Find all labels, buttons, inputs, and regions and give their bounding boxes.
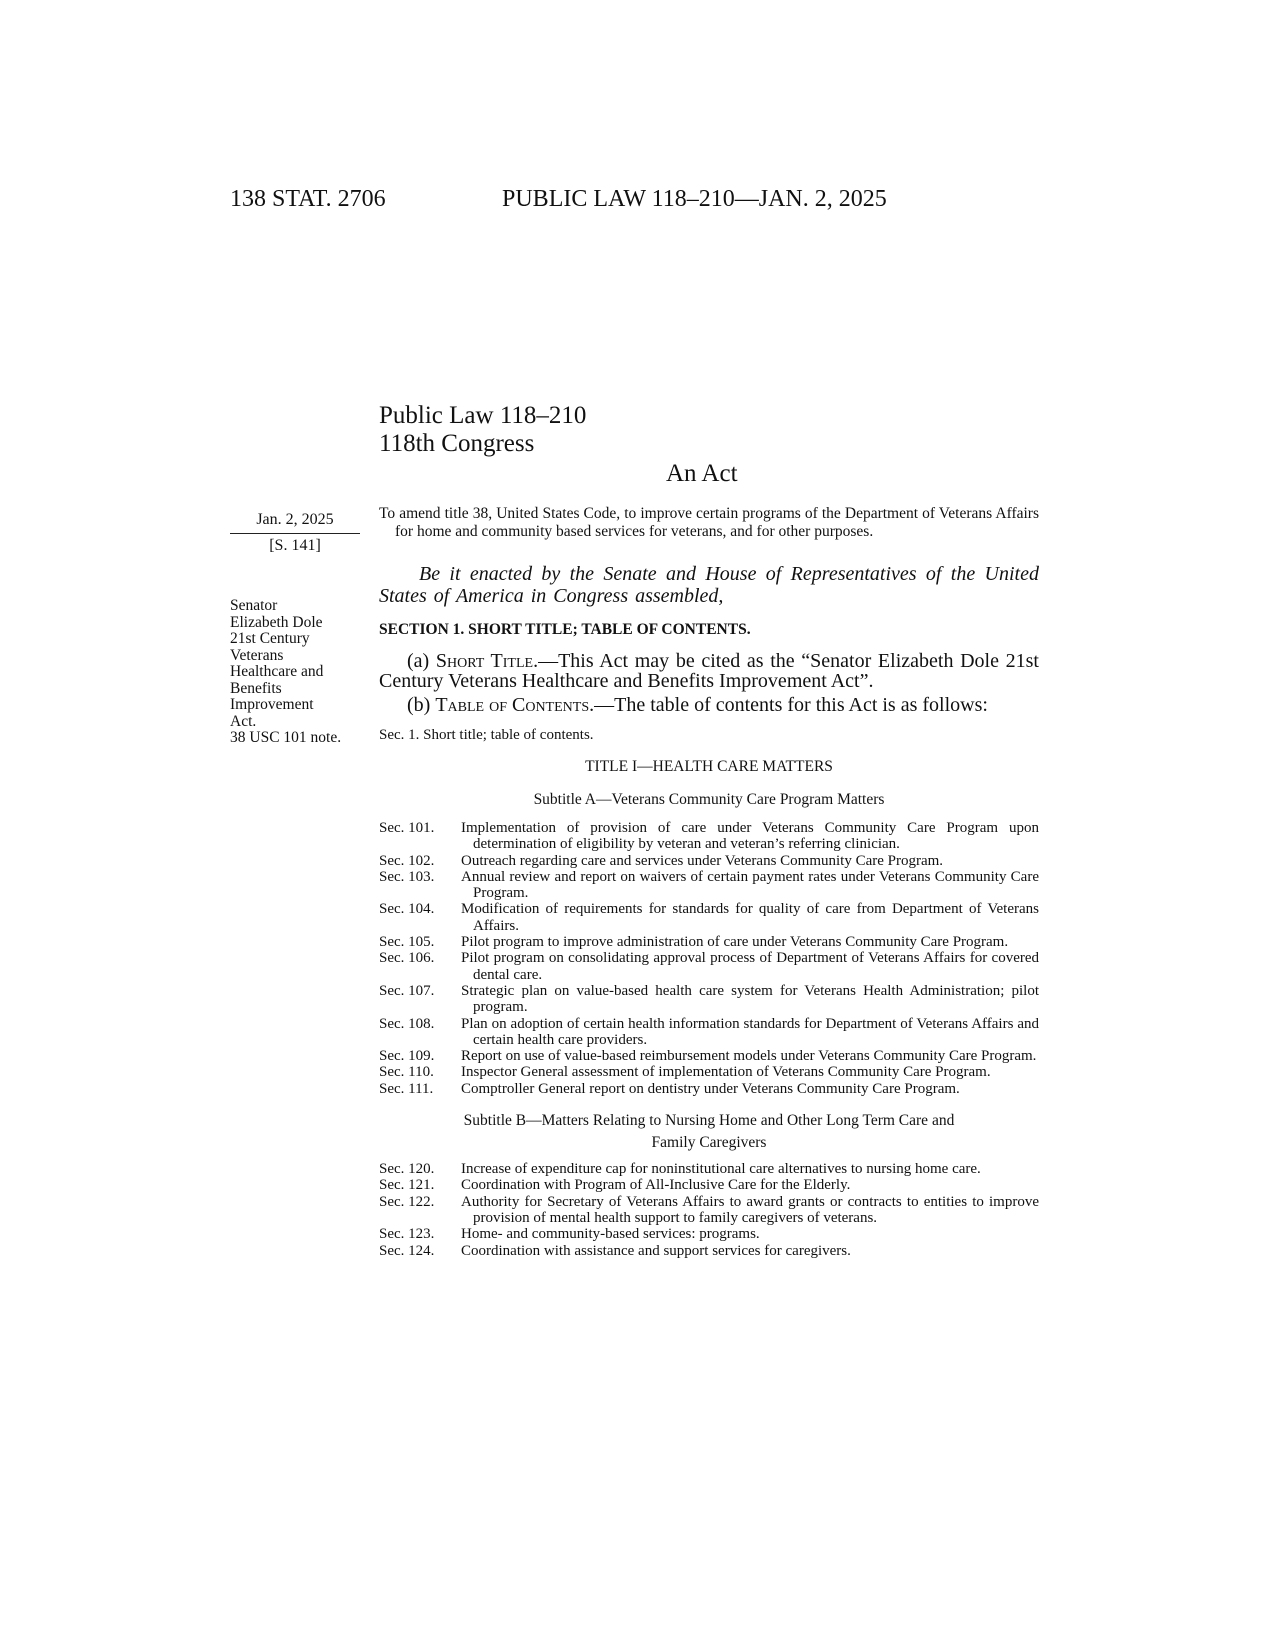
toc-section-title: Annual review and report on waivers of certain payment rates under Veterans Community Care Program. — [461, 868, 1039, 902]
toc-section-title: Plan on adoption of certain health information standards for Department of Veterans Affairs and certain health care providers. — [461, 1015, 1039, 1048]
margin-note — [230, 598, 365, 747]
bill-number: [S. 141] — [269, 537, 321, 554]
paragraph-caption: Short Title — [435, 650, 534, 672]
toc-entry-sec-1: Sec. 1. Short title; table of contents. — [379, 727, 594, 743]
toc-section-title: Outreach regarding care and services under Veterans Community Care Program. — [461, 852, 944, 869]
toc-subtitle-b-line: Subtitle B—Matters Relating to Nursing Home and Other Long Term Care and — [463, 1112, 955, 1130]
paragraph-text: .—This Act may be cited as the “Senator Elizabeth Dole 21st Century Veterans Healthcare and Benefits Improvement Act”. — [379, 650, 1039, 692]
stat-page-number: 138 STAT. 2706 — [230, 186, 386, 212]
toc-section-number: Sec. 102. — [379, 852, 435, 869]
toc-entry — [379, 901, 1039, 934]
toc-entry — [379, 1048, 1039, 1064]
toc-section-title: Coordination with Program of All-Inclusive Care for the Elderly. — [461, 1177, 851, 1194]
toc-section-title: Report on use of value-based reimbursement models under Veterans Community Care Program. — [461, 1048, 1037, 1065]
toc-section-number: Sec. 109. — [379, 1048, 435, 1065]
enacting-clause: Be it enacted by the Senate and House of Representatives of the United States of America in Congress assembled, — [379, 563, 1039, 607]
toc-section-number: Sec. 121. — [379, 1177, 435, 1194]
toc-entry — [379, 853, 1039, 869]
margin-rule — [230, 533, 360, 534]
toc-entry — [379, 869, 1039, 902]
toc-section-title: Implementation of provision of care under Veterans Community Care Program upon determination of eligibility by veteran and veteran’s referring clinician. — [461, 820, 1039, 853]
toc-section-number: Sec. 107. — [379, 982, 435, 999]
public-law-running-title: PUBLIC LAW 118–210—JAN. 2, 2025 — [502, 186, 887, 212]
toc-section-number: Sec. 104. — [379, 901, 435, 918]
paragraph-text: .—The table of contents for this Act is as follows: — [589, 694, 988, 716]
section-1-heading: SECTION 1. SHORT TITLE; TABLE OF CONTENTS. — [379, 621, 751, 638]
toc-section-number: Sec. 111. — [379, 1080, 434, 1097]
toc-subtitle-b-line: Family Caregivers — [651, 1134, 767, 1152]
purpose-clause: To amend title 38, United States Code, to improve certain programs of the Department of Veterans Affairs for home and community based services for veterans, and for other purposes. — [379, 505, 1039, 540]
toc-entry — [379, 1064, 1039, 1080]
margin-note-line: Senator — [230, 597, 278, 614]
toc-section-number: Sec. 106. — [379, 950, 435, 967]
toc-entry — [379, 1177, 1039, 1193]
toc-section-number: Sec. 110. — [379, 1064, 434, 1081]
margin-note-line: Act. — [230, 712, 257, 730]
margin-note-line: Veterans — [230, 646, 284, 664]
short-title-paragraph — [379, 651, 1039, 691]
margin-note-line: Elizabeth Dole — [230, 613, 323, 631]
toc-section-title: Increase of expenditure cap for noninstitutional care alternatives to nursing home care. — [461, 1161, 981, 1178]
law-heading — [379, 402, 586, 458]
toc-entry — [379, 1194, 1039, 1227]
toc-entry — [379, 1226, 1039, 1242]
toc-section-title: Inspector General assessment of implementation of Veterans Community Care Program. — [461, 1064, 991, 1081]
toc-entry — [379, 1016, 1039, 1049]
paragraph-caption: Table of Contents — [435, 694, 590, 716]
toc-entry — [379, 1161, 1039, 1177]
toc-section-title: Home- and community-based services: programs. — [461, 1226, 760, 1243]
margin-date-block — [230, 511, 360, 555]
toc-section-title: Pilot program on consolidating approval process of Department of Veterans Affairs for covered dental care. — [461, 950, 1039, 983]
table-of-contents-paragraph — [379, 695, 1039, 715]
margin-note-line: 38 USC 101 note. — [230, 729, 342, 746]
toc-section-number: Sec. 101. — [379, 820, 435, 836]
toc-section-title: Modification of requirements for standards for quality of care from Department of Veterans Affairs. — [461, 901, 1039, 934]
congress-number: 118th Congress — [379, 430, 535, 457]
paragraph-label: (b) — [407, 694, 436, 716]
toc-section-number: Sec. 103. — [379, 868, 435, 885]
main-text — [379, 505, 1039, 1259]
toc-entry — [379, 1243, 1039, 1259]
enactment-date: Jan. 2, 2025 — [256, 511, 334, 528]
toc-section-number: Sec. 120. — [379, 1161, 435, 1178]
toc-list-subtitle-b — [379, 1161, 1039, 1259]
toc-title-i: TITLE I—HEALTH CARE MATTERS — [585, 758, 833, 775]
toc-entry — [379, 1081, 1039, 1097]
paragraph-label: (a) — [407, 650, 436, 672]
toc-section-title: Strategic plan on value-based health care system for Veterans Health Administration; pilot program. — [461, 982, 1039, 1016]
toc-section-number: Sec. 105. — [379, 934, 435, 951]
toc-section-title: Authority for Secretary of Veterans Affairs to award grants or contracts to entities to improve provision of mental health support to family caregivers of veterans. — [461, 1193, 1039, 1226]
margin-note-line: Improvement — [230, 696, 314, 713]
toc-entry — [379, 983, 1039, 1016]
toc-subtitle-b — [379, 1109, 1039, 1153]
toc-section-number: Sec. 122. — [379, 1193, 435, 1210]
toc-entry — [379, 950, 1039, 983]
toc-section-number: Sec. 124. — [379, 1242, 435, 1259]
toc-section-number: Sec. 123. — [379, 1226, 435, 1243]
toc-section-number: Sec. 108. — [379, 1015, 435, 1032]
margin-note-line: 21st Century — [230, 630, 310, 647]
margin-note-line: Healthcare and — [230, 663, 324, 680]
act-heading: An Act — [666, 460, 738, 487]
toc-entry — [379, 820, 1039, 853]
toc-section-title: Comptroller General report on dentistry under Veterans Community Care Program. — [461, 1080, 960, 1097]
toc-section-title: Pilot program to improve administration of care under Veterans Community Care Program. — [461, 934, 1009, 951]
toc-list-subtitle-a — [379, 820, 1039, 1097]
margin-note-line: Benefits — [230, 679, 282, 697]
toc-subtitle-a: Subtitle A—Veterans Community Care Program Matters — [533, 791, 885, 808]
toc-entry — [379, 934, 1039, 950]
law-number: Public Law 118–210 — [379, 402, 587, 429]
toc-section-title: Coordination with assistance and support services for caregivers. — [461, 1242, 851, 1259]
